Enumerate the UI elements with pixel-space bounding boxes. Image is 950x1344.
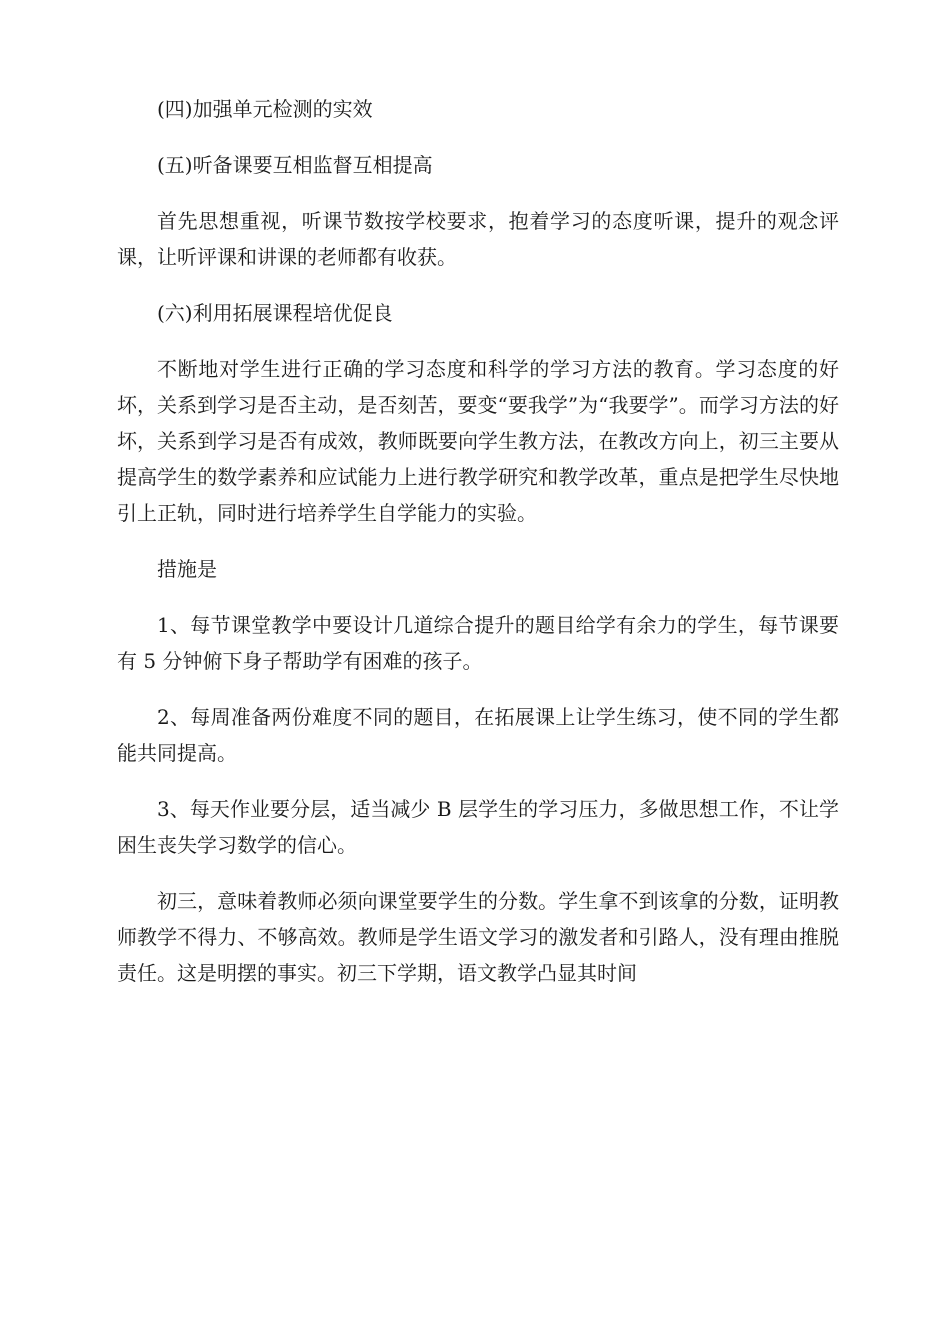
section-heading-4: (四)加强单元检测的实效 xyxy=(157,97,373,121)
section-heading-6: (六)利用拓展课程培优促良 xyxy=(157,301,393,325)
measure-item-3: 3、每天作业要分层，适当减少 B 层学生的学习压力，多做思想工作，不让学困生丧失学习数学的信心。 xyxy=(117,797,839,857)
paragraph-listening-evaluation: 首先思想重视，听课节数按学校要求，抱着学习的态度听课，提升的观念评课，让听评课和讲课的老师都有收获。 xyxy=(117,209,839,269)
measure-item-2: 2、每周准备两份难度不同的题目，在拓展课上让学生练习，使不同的学生都能共同提高。 xyxy=(117,705,839,765)
measures-heading: 措施是 xyxy=(157,557,217,581)
paragraph-learning-methods: 不断地对学生进行正确的学习态度和科学的学习方法的教育。学习态度的好坏，关系到学习是否主动，是否刻苦，要变“要我学”为“我要学”。而学习方法的好坏，关系到学习是否有成效，教师既要向学生教方法，在教改方向上，初三主要从提高学生的数学素养和应试能力上进行教学研究和教学改革，重点是把学生尽快地引上正轨，同时进行培养学生自学能力的实验。 xyxy=(117,357,839,525)
measure-item-1: 1、每节课堂教学中要设计几道综合提升的题目给学有余力的学生，每节课要有 5 分钟俯下身子帮助学有困难的孩子。 xyxy=(117,613,839,673)
section-heading-5: (五)听备课要互相监督互相提高 xyxy=(157,153,433,177)
paragraph-grade-nine: 初三，意味着教师必须向课堂要学生的分数。学生拿不到该拿的分数，证明教师教学不得力、不够高效。教师是学生语文学习的激发者和引路人，没有理由推脱责任。这是明摆的事实。初三下学期，语文教学凸显其时间 xyxy=(117,889,839,985)
document-body xyxy=(117,91,839,1011)
